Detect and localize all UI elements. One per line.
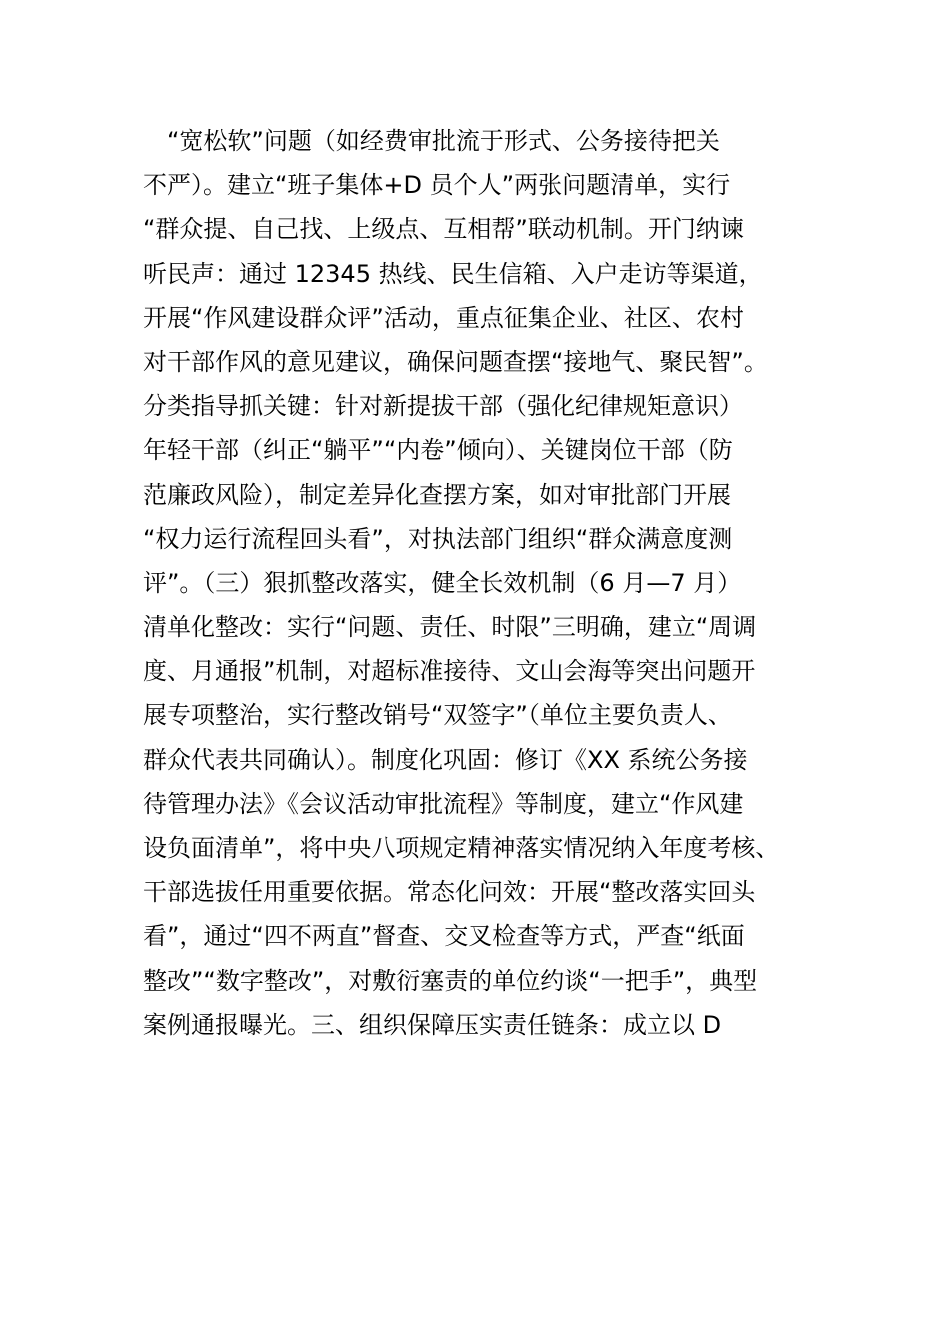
text-line: 展专项整治，实行整改销号“双签字”（单位主要负责人、 — [143, 701, 732, 730]
text-line: 群众代表共同确认）。制度化巩固：修订《XX 系统公务接 — [143, 745, 748, 774]
text-line: “群众提、自己找、上级点、互相帮”联动机制。开门纳谏 — [143, 215, 744, 244]
text-line: 分类指导抓关键：针对新提拔干部（强化纪律规矩意识） — [143, 392, 743, 421]
text-line: 看”，通过“四不两直”督查、交叉检查等方式，严查“纸面 — [143, 922, 745, 951]
text-line: 干部选拔任用重要依据。常态化问效：开展“整改落实回头 — [143, 878, 756, 907]
text-line: 对干部作风的意见建议，确保问题查摆“接地气、聚民智”。 — [143, 347, 768, 376]
text-line: 待管理办法》《会议活动审批流程》等制度，建立“作风建 — [143, 789, 744, 818]
text-line: “权力运行流程回头看”，对执法部门组织“群众满意度测 — [143, 524, 733, 553]
text-line: 听民声：通过 12345 热线、民生信箱、入户走访等渠道， — [143, 259, 763, 288]
text-line: 度、月通报”机制，对超标准接待、文山会海等突出问题开 — [143, 657, 756, 686]
text-line: 清单化整改：实行“问题、责任、时限”三明确，建立“周调 — [143, 613, 757, 642]
body-text — [143, 119, 823, 1047]
text-line: 评”。（三）狠抓整改落实，健全长效机制（6 月—7 月） — [143, 568, 742, 597]
text-line: 开展“作风建设群众评”活动，重点征集企业、社区、农村 — [143, 303, 744, 332]
text-line: 范廉政风险），制定差异化查摆方案，如对审批部门开展 — [143, 480, 731, 509]
text-line: 案例通报曝光。三、组织保障压实责任链条：成立以 D — [143, 1010, 722, 1039]
text-line: 设负面清单”，将中央八项规定精神落实情况纳入年度考核、 — [143, 834, 780, 862]
text-line: 整改”“数字整改”，对敷衍塞责的单位约谈“一把手”，典型 — [143, 966, 758, 995]
text-line: 年轻干部（纠正“躺平”“内卷”倾向）、关键岗位干部（防 — [143, 436, 733, 465]
text-line: 不严）。建立“班子集体+D 员个人”两张问题清单，实行 — [143, 171, 731, 200]
text-line: “宽松软”问题（如经费审批流于形式、公务接待把关 — [143, 127, 720, 155]
